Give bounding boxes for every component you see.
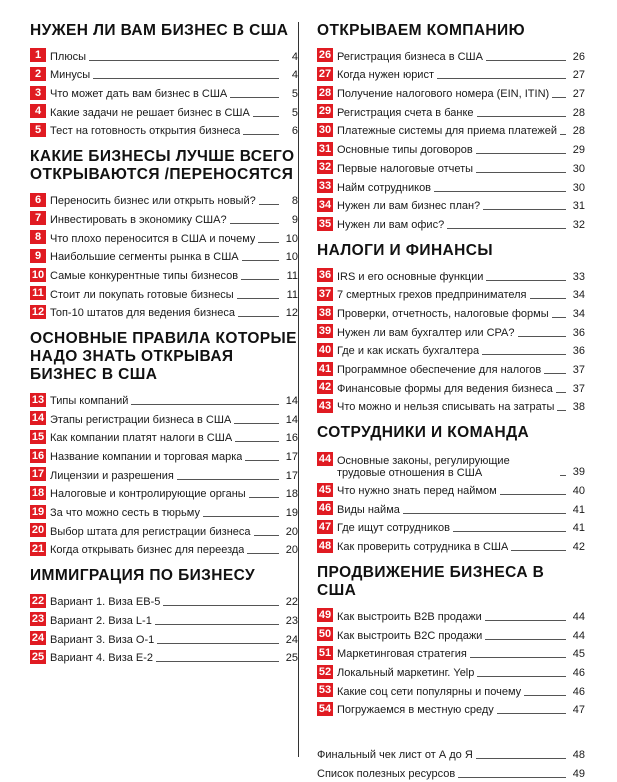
leader-line xyxy=(155,624,279,625)
chapter-number-badge: 36 xyxy=(318,269,332,282)
chapter-number-badge: 40 xyxy=(318,343,332,356)
page-number: 28 xyxy=(572,125,585,138)
leader-line xyxy=(524,695,566,696)
chapter-number-badge: 4 xyxy=(30,104,46,118)
chapter-number-badge: 21 xyxy=(31,543,45,556)
section-title: ИММИГРАЦИЯ ПО БИЗНЕСУ xyxy=(30,567,256,585)
page-number: 16 xyxy=(285,432,298,445)
leader-line xyxy=(163,605,279,606)
leader-line xyxy=(556,392,566,393)
toc-entry[interactable] xyxy=(30,591,298,610)
leader-line xyxy=(511,550,566,551)
page-number: 10 xyxy=(285,232,298,245)
toc-entry[interactable] xyxy=(317,681,585,700)
page-number: 34 xyxy=(572,307,585,320)
chapter-number-badge: 51 xyxy=(318,646,332,659)
toc-entry[interactable] xyxy=(30,648,298,667)
page-number: 18 xyxy=(285,488,298,501)
leader-line xyxy=(560,475,566,476)
chapter-number-badge: 7 xyxy=(30,211,46,225)
leader-line xyxy=(453,531,566,532)
chapter-title: Нужен ли вам офис? xyxy=(337,218,445,231)
chapter-title: 7 смертных грехов предпринимателя xyxy=(337,289,527,302)
toc-entry[interactable] xyxy=(30,190,298,209)
chapter-number-badge: 5 xyxy=(30,123,46,137)
page-number: 36 xyxy=(572,345,585,358)
leader-line xyxy=(403,513,566,514)
chapter-title: Первые налоговые отчеты xyxy=(337,162,474,175)
leader-line xyxy=(476,758,566,759)
chapter-number-badge: 10 xyxy=(31,268,45,281)
leader-line xyxy=(477,676,566,677)
chapter-number-badge: 54 xyxy=(318,702,332,715)
chapter-number-badge: 39 xyxy=(318,325,332,338)
chapter-title: Минусы xyxy=(50,69,91,82)
toc-entry[interactable] xyxy=(30,610,298,629)
page-number: 19 xyxy=(285,507,298,520)
chapter-title: Программное обеспечение для налогов xyxy=(337,364,542,376)
leader-line xyxy=(245,460,279,461)
chapter-title: Нужен ли вам бизнес план? xyxy=(337,200,481,213)
chapter-title: Выбор штата для регистрации бизнеса xyxy=(50,525,251,538)
chapter-number-badge: 16 xyxy=(31,449,45,462)
chapter-number-badge: 53 xyxy=(318,684,332,697)
chapter-title: Когда открывать бизнес для переезда xyxy=(50,544,245,557)
chapter-title: Локальный маркетинг. Yelp xyxy=(337,666,475,679)
toc-entry[interactable] xyxy=(30,209,298,228)
chapter-title: Когда нужен юрист xyxy=(337,69,434,82)
page-number: 36 xyxy=(572,326,585,339)
chapter-number-badge: 29 xyxy=(318,105,332,118)
leader-line xyxy=(234,423,279,424)
chapter-title: Как компании платят налоги в США xyxy=(50,432,233,445)
toc-section xyxy=(30,330,298,558)
page-number: 11 xyxy=(286,288,298,301)
chapter-number-badge: 33 xyxy=(318,180,332,193)
leader-line xyxy=(237,298,279,299)
chapter-title: Основные законы, регулирующие трудовые отношения в США xyxy=(337,455,510,480)
chapter-title: Где ищут сотрудников xyxy=(337,522,450,535)
toc-entry[interactable] xyxy=(317,662,585,681)
leader-line xyxy=(483,209,566,210)
toc-entry[interactable] xyxy=(30,46,298,65)
section-title: НАЛОГИ И ФИНАНСЫ xyxy=(317,241,493,259)
chapter-title: Финансовые формы для ведения бизнеса xyxy=(337,382,553,395)
chapter-title: Проверки, отчетность, налоговые формы xyxy=(337,307,549,320)
page-number: 9 xyxy=(291,213,298,226)
page-number: 20 xyxy=(285,544,298,557)
toc-entry[interactable] xyxy=(30,521,298,540)
toc-entry[interactable] xyxy=(30,121,298,140)
toc-entry[interactable] xyxy=(317,763,585,782)
chapter-number-badge: 25 xyxy=(31,650,45,663)
page-number: 5 xyxy=(291,106,298,119)
chapter-title: Наибольшие сегменты рынка в США xyxy=(50,251,239,264)
chapter-number-badge: 20 xyxy=(31,524,45,537)
toc-section xyxy=(317,242,585,416)
leader-line xyxy=(458,777,566,778)
chapter-title: Получение налогового номера (EIN, ITIN) xyxy=(337,88,550,101)
leader-line xyxy=(470,657,566,658)
leader-line xyxy=(258,242,279,243)
chapter-number-badge: 48 xyxy=(318,539,332,552)
leader-line xyxy=(177,479,279,480)
chapter-number-badge: 49 xyxy=(318,609,332,622)
leader-line xyxy=(485,639,566,640)
section-title: КАКИЕ БИЗНЕСЫ ЛУЧШЕ ВСЕГО ОТКРЫВАЮТСЯ /ПЕРЕНОСЯТСЯ xyxy=(30,148,295,184)
chapter-number-badge: 3 xyxy=(30,86,46,100)
chapter-number-badge: 35 xyxy=(318,217,332,230)
leader-line xyxy=(447,228,566,229)
toc-entry[interactable] xyxy=(317,644,585,663)
toc-entry[interactable] xyxy=(317,303,585,322)
chapter-title: Регистрация бизнеса в США xyxy=(337,50,483,63)
leader-line xyxy=(259,204,279,205)
page-number: 6 xyxy=(291,125,298,138)
page-number: 17 xyxy=(285,469,298,482)
chapter-title: Типы компаний xyxy=(50,394,129,407)
chapter-title: Самые конкурентные типы бизнесов xyxy=(50,269,239,282)
toc-entry[interactable] xyxy=(30,465,298,484)
leader-line xyxy=(434,191,566,192)
chapter-title: Плюсы xyxy=(50,50,86,63)
chapter-number-badge: 43 xyxy=(318,400,332,413)
chapter-title: Платежные системы для приема платежей xyxy=(337,125,557,138)
toc-entry[interactable] xyxy=(317,359,585,378)
chapter-title: Тест на готовность открытия бизнеса xyxy=(50,125,241,138)
leader-line xyxy=(235,441,279,442)
toc-entry[interactable] xyxy=(317,46,585,65)
chapter-number-badge: 24 xyxy=(31,632,45,645)
leader-line xyxy=(89,60,279,61)
leader-line xyxy=(552,317,566,318)
toc-section xyxy=(30,148,298,321)
toc-entry[interactable] xyxy=(317,378,585,397)
toc-entry[interactable] xyxy=(30,540,298,559)
toc-entry[interactable] xyxy=(30,409,298,428)
leader-line xyxy=(230,223,279,224)
page-number: 33 xyxy=(572,270,585,283)
toc-section xyxy=(30,22,298,139)
chapter-title: Список полезных ресурсов xyxy=(317,768,456,781)
toc-entry[interactable] xyxy=(30,228,298,247)
toc-left-column xyxy=(30,22,299,757)
chapter-number-badge: 1 xyxy=(30,48,46,62)
leader-line xyxy=(254,535,280,536)
page-number: 26 xyxy=(572,50,585,63)
toc-entry[interactable] xyxy=(317,518,585,537)
toc-section xyxy=(317,424,585,555)
chapter-title: Какие задачи не решает бизнес в США xyxy=(50,106,250,119)
chapter-title: Переносить бизнес или открыть новый? xyxy=(50,195,256,208)
page-number: 20 xyxy=(285,525,298,538)
page-number: 30 xyxy=(572,181,585,194)
chapter-title: Вариант 3. Виза O-1 xyxy=(50,633,155,646)
page-number: 47 xyxy=(572,704,585,717)
leader-line xyxy=(482,354,566,355)
toc-entry[interactable] xyxy=(317,177,585,196)
chapter-number-badge: 6 xyxy=(30,193,46,207)
chapter-title: Лицензии и разрешения xyxy=(50,469,174,482)
leader-line xyxy=(560,134,566,135)
chapter-title: Нужен ли вам бухгалтер или CPA? xyxy=(337,326,515,339)
toc-entry[interactable] xyxy=(317,448,585,480)
chapter-title: За что можно сесть в тюрьму xyxy=(50,507,200,520)
toc-entry[interactable] xyxy=(30,502,298,521)
chapter-title: Налоговые и контролирующие органы xyxy=(50,488,246,501)
chapter-title: Как проверить сотрудника в США xyxy=(337,541,509,554)
leader-line xyxy=(157,643,279,644)
leader-line xyxy=(544,373,566,374)
toc-entry[interactable] xyxy=(317,744,585,763)
chapter-number-badge: 8 xyxy=(30,230,46,244)
leader-line xyxy=(249,497,279,498)
leader-line xyxy=(476,153,566,154)
toc-entry[interactable] xyxy=(317,700,585,719)
chapter-title: Финальный чек лист от А до Я xyxy=(317,749,473,762)
chapter-title: Как выстроить B2B продажи xyxy=(337,610,482,623)
chapter-number-badge: 38 xyxy=(318,306,332,319)
section-title: НУЖЕН ЛИ ВАМ БИЗНЕС В США xyxy=(30,22,289,39)
page-number: 45 xyxy=(572,648,585,661)
chapter-title: Погружаемся в местную среду xyxy=(337,704,494,717)
page-number: 41 xyxy=(572,522,585,535)
toc-entry[interactable] xyxy=(317,214,585,233)
page-number: 27 xyxy=(572,88,585,101)
chapter-title: Вариант 4. Виза E-2 xyxy=(50,652,154,665)
toc-entry[interactable] xyxy=(317,121,585,140)
page-number: 25 xyxy=(285,652,298,665)
chapter-number-badge: 23 xyxy=(31,613,45,626)
chapter-title: Где и как искать бухгалтера xyxy=(337,345,480,358)
toc-entry[interactable] xyxy=(30,102,298,121)
page-number: 34 xyxy=(572,289,585,302)
leader-line xyxy=(485,620,566,621)
toc-entry[interactable] xyxy=(317,606,585,625)
toc-entry[interactable] xyxy=(317,83,585,102)
section-title: СОТРУДНИКИ И КОМАНДА xyxy=(317,424,530,442)
chapter-title: Какие соц сети популярны и почему xyxy=(337,685,522,698)
final-entries xyxy=(317,744,585,782)
leader-line xyxy=(253,116,279,117)
page-number: 32 xyxy=(572,218,585,231)
page-number: 14 xyxy=(285,394,298,407)
chapter-number-badge: 45 xyxy=(318,483,332,496)
chapter-title: Что можно и нельзя списывать на затраты xyxy=(337,401,555,414)
leader-line xyxy=(530,298,567,299)
toc-entry[interactable] xyxy=(30,484,298,503)
toc-section xyxy=(317,564,585,718)
chapter-number-badge: 34 xyxy=(318,198,332,211)
leader-line xyxy=(93,78,279,79)
section-title: ПРОДВИЖЕНИЕ БИЗНЕСА В США xyxy=(317,564,545,600)
chapter-number-badge: 30 xyxy=(318,124,332,137)
chapter-number-badge: 9 xyxy=(30,249,46,263)
page-number: 39 xyxy=(572,466,585,479)
chapter-number-badge: 44 xyxy=(318,453,332,466)
page-number: 38 xyxy=(572,401,585,414)
chapter-title: Вариант 1. Виза EB-5 xyxy=(50,596,161,609)
toc-entry[interactable] xyxy=(30,65,298,84)
page-number: 48 xyxy=(572,749,585,762)
leader-line xyxy=(477,116,566,117)
toc-entry[interactable] xyxy=(317,158,585,177)
toc-entry[interactable] xyxy=(317,499,585,518)
page-number: 31 xyxy=(572,200,585,213)
leader-line xyxy=(131,404,279,405)
chapter-number-badge: 22 xyxy=(31,594,45,607)
chapter-title: Вариант 2. Виза L-1 xyxy=(50,614,152,627)
chapter-number-badge: 11 xyxy=(30,286,46,300)
toc-entry[interactable] xyxy=(30,247,298,266)
page-number: 27 xyxy=(572,69,585,82)
page-number: 29 xyxy=(572,144,585,157)
chapter-number-badge: 19 xyxy=(31,505,45,518)
leader-line xyxy=(486,280,566,281)
page-number: 24 xyxy=(285,633,298,646)
leader-line xyxy=(552,97,566,98)
chapter-title: Виды найма xyxy=(337,503,400,516)
chapter-number-badge: 26 xyxy=(318,49,332,62)
page-number: 46 xyxy=(572,685,585,698)
chapter-number-badge: 46 xyxy=(318,502,332,515)
page-number: 44 xyxy=(572,629,585,642)
toc-entry[interactable] xyxy=(30,303,298,322)
leader-line xyxy=(557,410,566,411)
page-number: 37 xyxy=(572,382,585,395)
leader-line xyxy=(500,494,566,495)
chapter-title: IRS и его основные функции xyxy=(337,270,484,283)
chapter-number-badge: 37 xyxy=(318,287,332,300)
page-number: 4 xyxy=(291,50,298,63)
page-number: 17 xyxy=(285,451,298,463)
page-number: 44 xyxy=(572,610,585,623)
chapter-number-badge: 28 xyxy=(318,86,332,99)
chapter-number-badge: 41 xyxy=(318,362,332,375)
leader-line xyxy=(243,134,279,135)
toc-entry[interactable] xyxy=(30,629,298,648)
chapter-title: Регистрация счета в банке xyxy=(337,106,474,119)
chapter-title: Этапы регистрации бизнеса в США xyxy=(50,413,232,426)
chapter-title: Как выстроить B2C продажи xyxy=(337,629,483,642)
page-number: 42 xyxy=(572,541,585,554)
toc-entry[interactable] xyxy=(30,265,298,284)
chapter-number-badge: 15 xyxy=(31,430,45,443)
toc-entry[interactable] xyxy=(317,196,585,215)
page-number: 37 xyxy=(572,364,585,376)
chapter-number-badge: 17 xyxy=(31,468,45,481)
toc-section xyxy=(30,567,298,666)
chapter-number-badge: 27 xyxy=(318,68,332,81)
chapter-number-badge: 2 xyxy=(30,67,46,81)
leader-line xyxy=(203,516,279,517)
page-number: 49 xyxy=(572,768,585,781)
chapter-number-badge: 42 xyxy=(318,381,332,394)
section-title: ОСНОВНЫЕ ПРАВИЛА КОТОРЫЕ НАДО ЗНАТЬ ОТКРЫВАЯ БИЗНЕС В США xyxy=(30,330,297,384)
chapter-number-badge: 13 xyxy=(31,393,45,406)
page-number: 5 xyxy=(291,88,298,101)
page-number: 30 xyxy=(572,162,585,175)
leader-line xyxy=(241,279,279,280)
chapter-title: Инвестировать в экономику США? xyxy=(50,213,227,226)
toc-entry[interactable] xyxy=(30,390,298,409)
chapter-title: Что может дать вам бизнес в США xyxy=(50,88,228,101)
leader-line xyxy=(437,78,566,79)
page-number: 12 xyxy=(285,307,298,320)
chapter-title: Маркетинговая стратегия xyxy=(337,648,467,661)
page-number: 28 xyxy=(572,106,585,119)
page-number: 4 xyxy=(291,69,298,82)
chapter-number-badge: 14 xyxy=(31,412,45,425)
chapter-number-badge: 31 xyxy=(318,142,332,155)
chapter-title: Топ-10 штатов для ведения бизнеса xyxy=(50,307,235,320)
chapter-number-badge: 32 xyxy=(318,161,332,174)
leader-line xyxy=(486,60,566,61)
page-number: 40 xyxy=(572,485,585,498)
toc-entry[interactable] xyxy=(317,397,585,416)
toc-entry[interactable] xyxy=(30,446,298,465)
chapter-title: Стоит ли покупать готовые бизнесы xyxy=(50,288,234,301)
page-number: 14 xyxy=(285,413,298,426)
leader-line xyxy=(497,713,566,714)
leader-line xyxy=(247,553,279,554)
chapter-title: Основные типы договоров xyxy=(337,144,473,157)
toc-entry[interactable] xyxy=(317,341,585,360)
toc-entry[interactable] xyxy=(317,625,585,644)
toc-entry[interactable] xyxy=(317,480,585,499)
page-number: 10 xyxy=(285,251,298,264)
chapter-title: Название компании и торговая марка xyxy=(50,451,243,463)
toc-entry[interactable] xyxy=(317,536,585,555)
chapter-title: Что плохо переносится в США и почему xyxy=(50,232,256,245)
toc-section xyxy=(317,22,585,233)
leader-line xyxy=(238,316,279,317)
section-title: ОТКРЫВАЕМ КОМПАНИЮ xyxy=(317,22,525,39)
toc-right-column xyxy=(317,22,585,782)
leader-line xyxy=(518,336,566,337)
chapter-title: Найм сотрудников xyxy=(337,181,432,194)
leader-line xyxy=(230,97,279,98)
toc-entry[interactable] xyxy=(317,102,585,121)
chapter-number-badge: 12 xyxy=(31,305,45,318)
leader-line xyxy=(242,260,279,261)
chapter-title: Что нужно знать перед наймом xyxy=(337,485,497,498)
leader-line xyxy=(156,661,279,662)
leader-line xyxy=(476,172,566,173)
chapter-number-badge: 47 xyxy=(318,521,332,534)
page-number: 8 xyxy=(291,195,298,208)
page-number: 23 xyxy=(285,614,298,627)
chapter-number-badge: 18 xyxy=(31,487,45,500)
chapter-number-badge: 50 xyxy=(318,628,332,641)
page-number: 22 xyxy=(285,596,298,609)
toc-entry[interactable] xyxy=(317,285,585,304)
toc-entry[interactable] xyxy=(30,428,298,447)
page-number: 11 xyxy=(286,269,298,282)
toc-entry[interactable] xyxy=(317,139,585,158)
toc-entry[interactable] xyxy=(317,322,585,341)
toc-entry[interactable] xyxy=(317,266,585,285)
toc-entry[interactable] xyxy=(30,284,298,303)
chapter-number-badge: 52 xyxy=(318,665,332,678)
page-number: 41 xyxy=(572,503,585,516)
page-number: 46 xyxy=(572,666,585,679)
toc-entry[interactable] xyxy=(317,65,585,84)
toc-entry[interactable] xyxy=(30,83,298,102)
